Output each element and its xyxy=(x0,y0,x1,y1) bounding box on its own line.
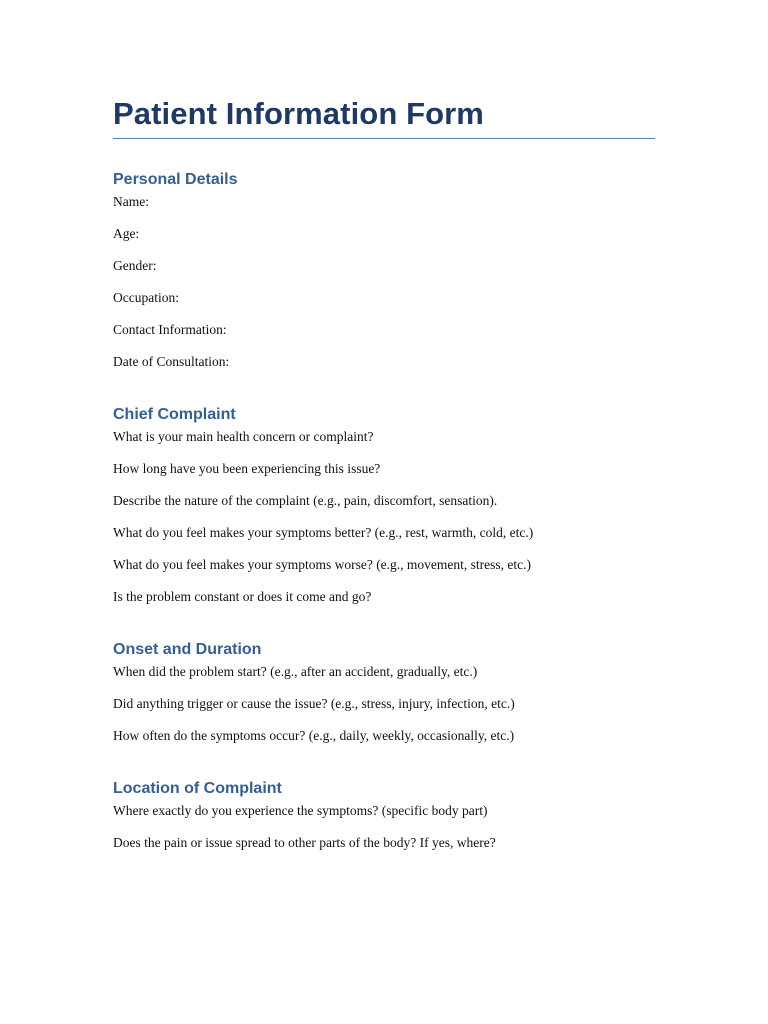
section-location-of-complaint xyxy=(113,779,655,852)
form-field-label: Contact Information: xyxy=(113,322,227,337)
form-field-label: Describe the nature of the complaint (e.g., pain, discomfort, sensation). xyxy=(113,493,498,508)
document-title: Patient Information Form xyxy=(113,94,655,139)
form-field-label: Did anything trigger or cause the issue? (e.g., stress, injury, infection, etc.) xyxy=(113,696,515,711)
form-field-label: Occupation: xyxy=(113,290,179,305)
form-field-label: What do you feel makes your symptoms better? (e.g., rest, warmth, cold, etc.) xyxy=(113,525,534,540)
form-field-label: How long have you been experiencing this issue? xyxy=(113,461,381,476)
form-field-label: Does the pain or issue spread to other parts of the body? If yes, where? xyxy=(113,835,496,850)
form-field-label: Where exactly do you experience the symptoms? (specific body part) xyxy=(113,803,488,818)
section-personal-details xyxy=(113,170,655,371)
form-field-label: What is your main health concern or complaint? xyxy=(113,429,374,444)
section-onset-and-duration xyxy=(113,640,655,745)
section-heading: Personal Details xyxy=(113,171,238,188)
section-heading: Onset and Duration xyxy=(113,641,262,658)
document-content xyxy=(113,94,655,852)
section-heading: Location of Complaint xyxy=(113,780,282,797)
form-field-label: Date of Consultation: xyxy=(113,354,230,369)
form-field-label: What do you feel makes your symptoms worse? (e.g., movement, stress, etc.) xyxy=(113,557,532,572)
form-field-label: Gender: xyxy=(113,258,157,273)
form-field-label: How often do the symptoms occur? (e.g., daily, weekly, occasionally, etc.) xyxy=(113,728,515,743)
form-field-label: Name: xyxy=(113,194,149,209)
section-heading: Chief Complaint xyxy=(113,406,236,423)
sections-container xyxy=(113,170,655,852)
form-field-label: Is the problem constant or does it come and go? xyxy=(113,589,372,604)
section-chief-complaint xyxy=(113,405,655,606)
form-field-label: When did the problem start? (e.g., after an accident, gradually, etc.) xyxy=(113,664,478,679)
form-field-label: Age: xyxy=(113,226,140,241)
